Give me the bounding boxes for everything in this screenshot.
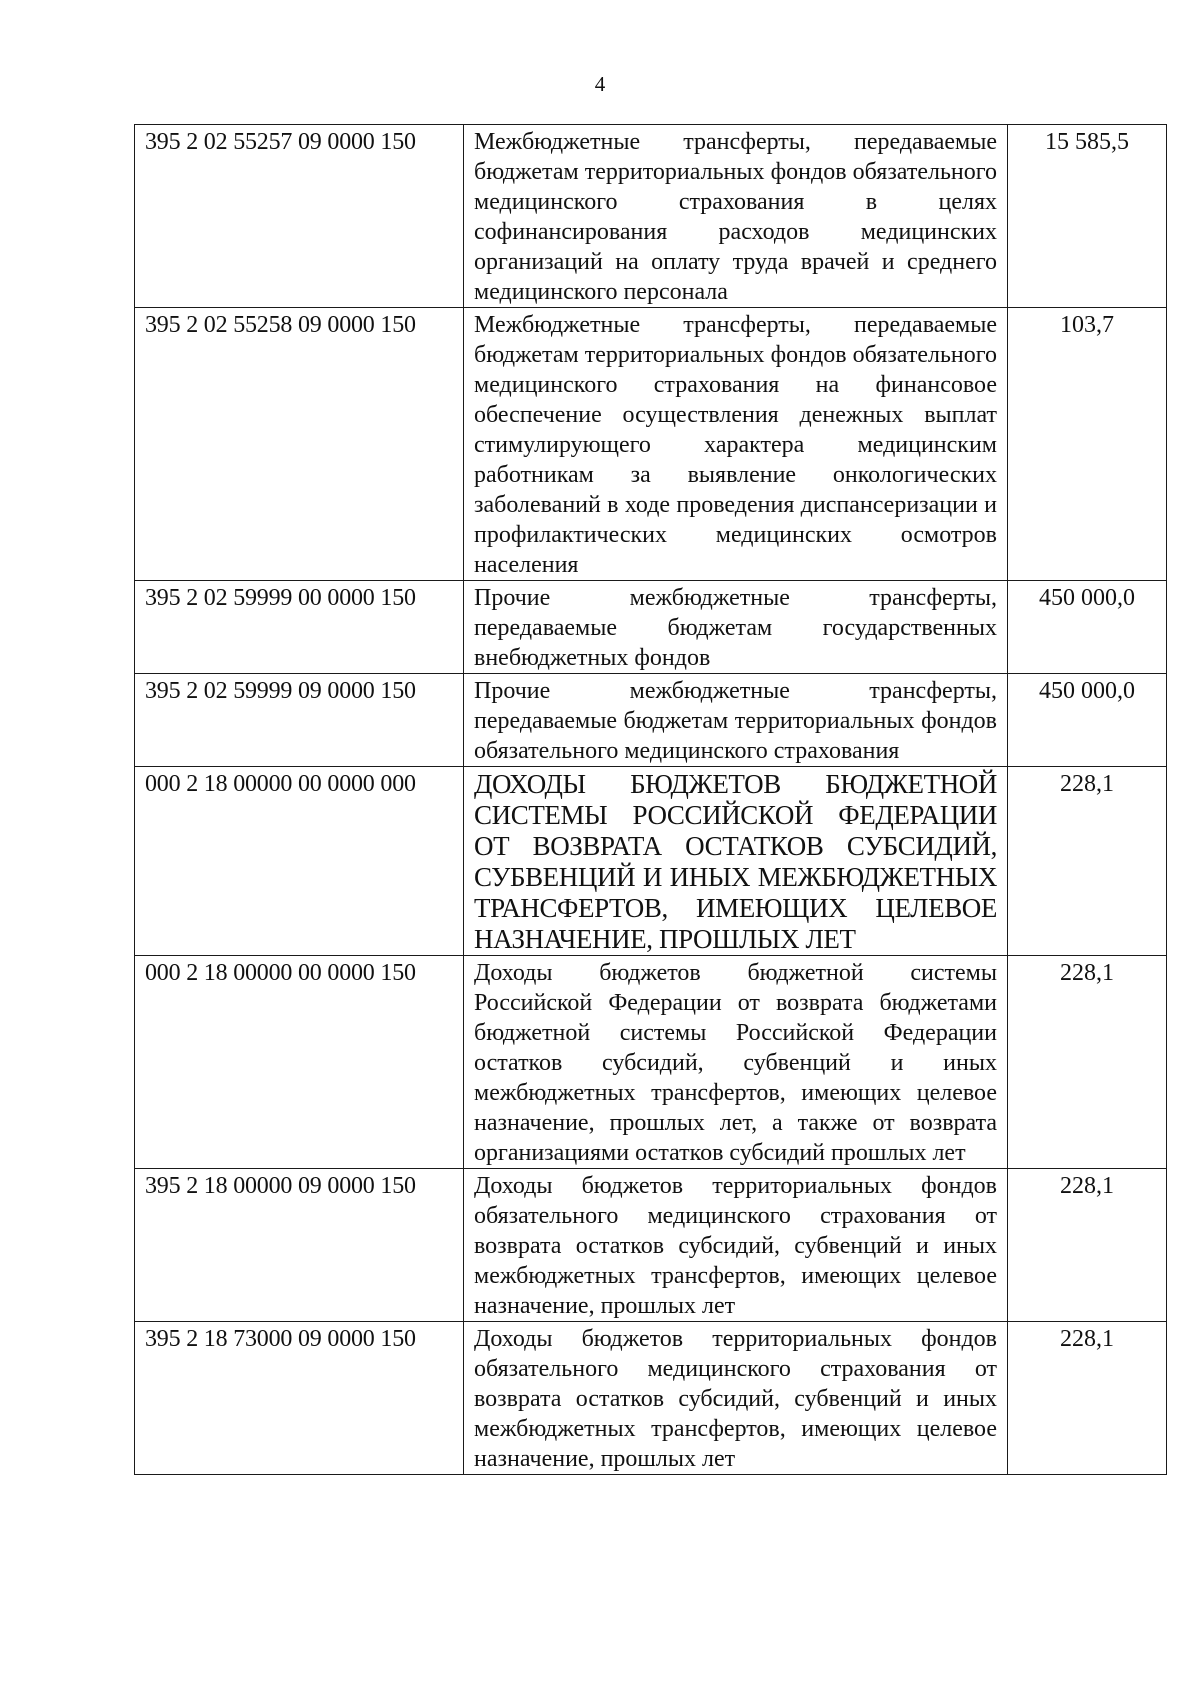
- amount-value: 15 585,5: [1008, 125, 1167, 308]
- amount-value: 228,1: [1008, 956, 1167, 1169]
- budget-classification-code: 395 2 02 55257 09 0000 150: [135, 125, 464, 308]
- table-row: [135, 308, 1167, 581]
- revenue-description: Доходы бюджетов территориальных фондов обязательного медицинского страхования от возврата остатков субсидий, субвенций и иных межбюджетных трансфертов, имеющих целевое назначение, прошлых лет: [464, 1322, 1008, 1475]
- amount-value: 228,1: [1008, 767, 1167, 956]
- amount-value: 103,7: [1008, 308, 1167, 581]
- budget-classification-code: 395 2 02 55258 09 0000 150: [135, 308, 464, 581]
- revenue-description: Доходы бюджетов бюджетной системы Российской Федерации от возврата бюджетами бюджетной системы Российской Федерации остатков субсидий, субвенций и иных межбюджетных трансфертов, имеющих целевое назначение, прошлых лет, а также от возврата организациями остатков субсидий прошлых лет: [464, 956, 1008, 1169]
- amount-value: 228,1: [1008, 1322, 1167, 1475]
- table-row: [135, 1169, 1167, 1322]
- amount-value: 450 000,0: [1008, 674, 1167, 767]
- revenue-description: Межбюджетные трансферты, передаваемые бюджетам территориальных фондов обязательного медицинского страхования в целях софинансирования расходов медицинских организаций на оплату труда врачей и среднего медицинского персонала: [464, 125, 1008, 308]
- revenue-description: Прочие межбюджетные трансферты, передаваемые бюджетам государственных внебюджетных фондов: [464, 581, 1008, 674]
- budget-classification-code: 395 2 02 59999 00 0000 150: [135, 581, 464, 674]
- amount-value: 450 000,0: [1008, 581, 1167, 674]
- budget-classification-code: 000 2 18 00000 00 0000 000: [135, 767, 464, 956]
- amount-value: 228,1: [1008, 1169, 1167, 1322]
- table-row: [135, 674, 1167, 767]
- table-row: [135, 956, 1167, 1169]
- revenue-description: Доходы бюджетов территориальных фондов обязательного медицинского страхования от возврата остатков субсидий, субвенций и иных межбюджетных трансфертов, имеющих целевое назначение, прошлых лет: [464, 1169, 1008, 1322]
- revenue-description: Межбюджетные трансферты, передаваемые бюджетам территориальных фондов обязательного медицинского страхования на финансовое обеспечение осуществления денежных выплат стимулирующего характера медицинским работникам за выявление онкологических заболеваний в ходе проведения диспансеризации и профилактических медицинских осмотров населения: [464, 308, 1008, 581]
- budget-revenue-table: [134, 124, 1167, 1475]
- budget-classification-code: 395 2 18 73000 09 0000 150: [135, 1322, 464, 1475]
- table-row: [135, 581, 1167, 674]
- table-row: [135, 1322, 1167, 1475]
- revenue-description: Прочие межбюджетные трансферты, передаваемые бюджетам территориальных фондов обязательного медицинского страхования: [464, 674, 1008, 767]
- table-row: [135, 125, 1167, 308]
- table-row: [135, 767, 1167, 956]
- revenue-description: ДОХОДЫ БЮДЖЕТОВ БЮДЖЕТНОЙ СИСТЕМЫ РОССИЙСКОЙ ФЕДЕРАЦИИ ОТ ВОЗВРАТА ОСТАТКОВ СУБСИДИЙ, СУБВЕНЦИЙ И ИНЫХ МЕЖБЮДЖЕТНЫХ ТРАНСФЕРТОВ, ИМЕЮЩИХ ЦЕЛЕВОЕ НАЗНАЧЕНИЕ, ПРОШЛЫХ ЛЕТ: [464, 767, 1008, 956]
- budget-classification-code: 000 2 18 00000 00 0000 150: [135, 956, 464, 1169]
- budget-classification-code: 395 2 18 00000 09 0000 150: [135, 1169, 464, 1322]
- budget-classification-code: 395 2 02 59999 09 0000 150: [135, 674, 464, 767]
- page-number: 4: [594, 72, 606, 96]
